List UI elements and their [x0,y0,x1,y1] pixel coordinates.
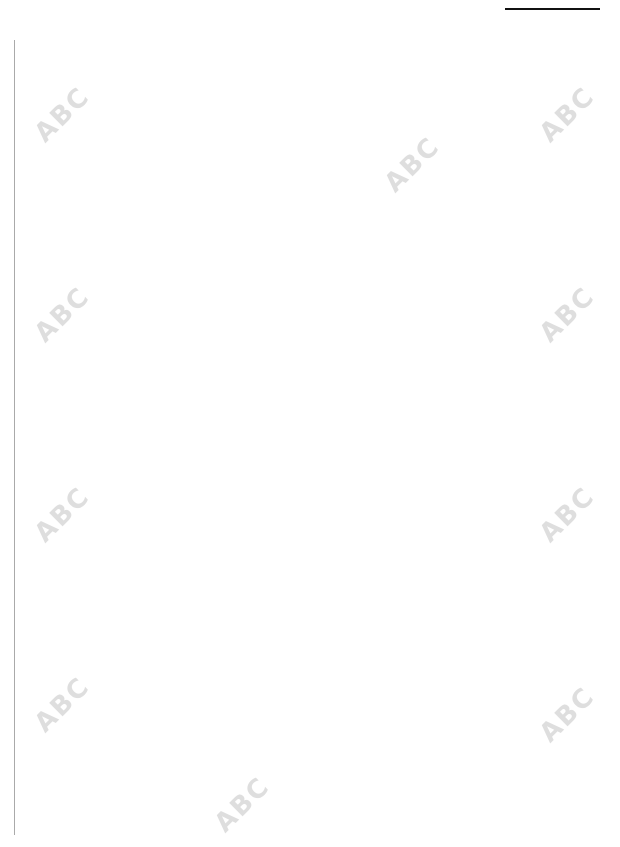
watermark: ABC [28,81,97,149]
watermark: ABC [378,131,447,199]
watermark: ABC [208,771,277,839]
watermark: ABC [28,481,97,549]
top-rule [505,8,600,10]
watermark: ABC [533,281,602,349]
watermark: ABC [533,481,602,549]
watermark: ABC [533,681,602,749]
watermark: ABC [28,281,97,349]
watermark: ABC [533,81,602,149]
left-margin-rule [14,40,15,835]
watermark: ABC [28,671,97,739]
